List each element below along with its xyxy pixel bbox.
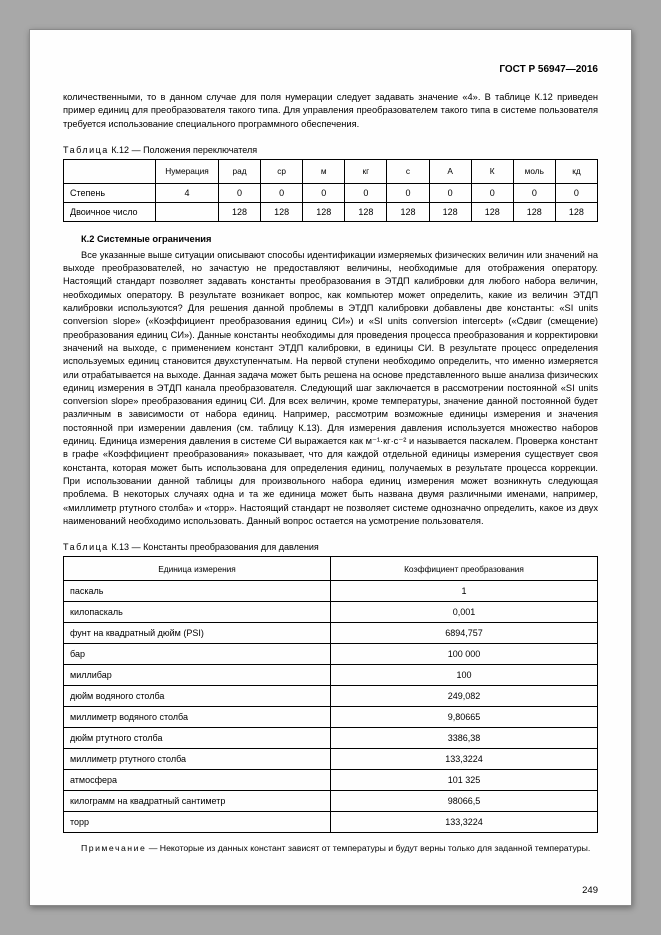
table-k13-unit-cell: миллиметр ртутного столба bbox=[64, 749, 331, 770]
table-k13-caption bbox=[63, 542, 598, 552]
table-k13-coef-cell: 0,001 bbox=[331, 602, 598, 623]
table-k12-caption-text: К.12 — Положения переключателя bbox=[111, 144, 258, 155]
table-k13-header-coef: Коэффициент преобразования bbox=[331, 557, 598, 581]
table-k12-caption-word: Таблица bbox=[63, 144, 109, 155]
table-k12-cell: 128 bbox=[303, 202, 345, 221]
table-row bbox=[64, 770, 598, 791]
table-row bbox=[64, 749, 598, 770]
table-k12-cell: 128 bbox=[429, 202, 471, 221]
table-k12-header-cell: кг bbox=[345, 159, 387, 183]
table-k12-row-label: Двоичное число bbox=[64, 202, 156, 221]
intro-paragraph: количественными, то в данном случае для поля нумерации следует задавать значение «4». В таблице К.12 приведен пример единиц для преобразователя такого типа. Для управления преобразователем такого типа в системе пользователя требуется использование специального программного обеспечения. bbox=[63, 92, 598, 129]
table-row bbox=[64, 623, 598, 644]
table-k13-unit-cell: дюйм водяного столба bbox=[64, 686, 331, 707]
table-k13-caption-text: К.13 — Константы преобразования для давления bbox=[111, 542, 319, 553]
table-k13-unit-cell: фунт на квадратный дюйм (PSI) bbox=[64, 623, 331, 644]
section-k2-heading: К.2 Системные ограничения bbox=[81, 233, 212, 244]
table-k12-header-cell: м bbox=[303, 159, 345, 183]
table-k12-cell: 128 bbox=[513, 202, 555, 221]
table-row bbox=[64, 707, 598, 728]
table-k12-cell: 0 bbox=[303, 183, 345, 202]
table-k13-coef-cell: 6894,757 bbox=[331, 623, 598, 644]
table-row bbox=[64, 202, 598, 221]
table-k13 bbox=[63, 556, 598, 833]
table-k13-unit-cell: атмосфера bbox=[64, 770, 331, 791]
table-k12-header-cell: Нумерация bbox=[156, 159, 219, 183]
table-k13-coef-cell: 249,082 bbox=[331, 686, 598, 707]
note-paragraph bbox=[63, 842, 598, 854]
table-k12-header-cell: ср bbox=[261, 159, 303, 183]
table-k12-cell: 0 bbox=[387, 183, 429, 202]
table-k12-cell: 128 bbox=[471, 202, 513, 221]
table-k12-header-cell bbox=[64, 159, 156, 183]
table-row bbox=[64, 602, 598, 623]
table-k12-body bbox=[64, 183, 598, 221]
table-k13-coef-cell: 98066,5 bbox=[331, 791, 598, 812]
page-number: 249 bbox=[582, 885, 598, 896]
table-k12-cell: 4 bbox=[156, 183, 219, 202]
table-row bbox=[64, 644, 598, 665]
table-row bbox=[64, 728, 598, 749]
table-k13-coef-cell: 9,80665 bbox=[331, 707, 598, 728]
table-k13-unit-cell: миллибар bbox=[64, 665, 331, 686]
table-row bbox=[64, 686, 598, 707]
table-k12-cell: 128 bbox=[555, 202, 597, 221]
table-k13-coef-cell: 101 325 bbox=[331, 770, 598, 791]
table-k13-coef-cell: 3386,38 bbox=[331, 728, 598, 749]
table-k13-coef-cell: 100 000 bbox=[331, 644, 598, 665]
table-k12-header-cell: рад bbox=[219, 159, 261, 183]
table-k12-cell: 0 bbox=[261, 183, 303, 202]
table-k12-cell: 128 bbox=[387, 202, 429, 221]
table-k12-caption bbox=[63, 145, 598, 155]
table-k12-cell: 0 bbox=[471, 183, 513, 202]
table-k12-cell: 0 bbox=[345, 183, 387, 202]
table-k13-coef-cell: 100 bbox=[331, 665, 598, 686]
table-k12-cell: 128 bbox=[219, 202, 261, 221]
table-row bbox=[64, 581, 598, 602]
table-k12-cell: 128 bbox=[261, 202, 303, 221]
section-k2-body: Все указанные выше ситуации описывают способы идентификации измеряемых физических величин или значений на выходе преобразователей, но зачастую не предоставляют величины, необходимые для отображения оператору. Настоящий стандарт позволяет задавать константы преобразования в ЭТДП калибровки для любого набора величин, необходимых оператору. В результате возникает вопрос, как компьютер может определить, какие из величин ЭТДП калибровки используются? Для решения данной проблемы в ЭТДП калибровки добавлены две константы: «SI units conversion slope» («Коэффициент преобразования единиц СИ») и «SI units conversion intercept» («Сдвиг (смещение) преобразования единиц СИ»). Данные константы необходимы для проведения процесса преобразования и корректировки значений на выходе, с применением констант ЭТДП калибровки, в единицы СИ. В результате процесс определения используемых единиц становится двухступенчатым. На первой ступени необходимо определить, что именно измеряется или отрабатывается на выходе. Данная задача может быть решена на основе представленного выше анализа физических единиц измерения в ЭТДП канала преобразователя. Следующий шаг заключается в рассмотрении постоянной «SI units conversion slope» преобразования единиц СИ. Для всех величин, кроме температуры, значение данной постоянной будет различным в зависимости от набора единиц. Например, рассмотрим возможные единицы измерения и значения постоянной при измерении давления (см. таблицу К.13). Для измерения давления используется множество наборов единиц. Единица измерения давления в системе СИ выражается как м⁻¹·кг·с⁻² и называется паскалем. Проверка констант в графе «Коэффициент преобразования» показывает, что для каждой отдельной единицы измерения существует своя константа, которая может быть использована для определения единиц, получаемых в результате процесса коррекции. При использовании данной таблицы для произвольного набора единиц измерения может возникнуть следующая проблема. В некоторых случаях одна и та же единица может быть названа двумя различными именами, например, «миллиметр ртутного столба» и «торр». Настоящий стандарт не позволяет системе однозначно определить, какое из двух наименований необходимо использовать. Данный вопрос остается на усмотрение пользователя. bbox=[63, 249, 598, 526]
note-text: — Некоторые из данных констант зависят от температуры и будут верны только для заданной температуры. bbox=[146, 843, 591, 854]
document-page bbox=[29, 29, 632, 906]
table-k12-cell: 0 bbox=[429, 183, 471, 202]
table-k13-unit-cell: килограмм на квадратный сантиметр bbox=[64, 791, 331, 812]
table-row bbox=[64, 665, 598, 686]
table-row bbox=[64, 812, 598, 833]
table-k12-cell: 0 bbox=[513, 183, 555, 202]
table-k13-unit-cell: килопаскаль bbox=[64, 602, 331, 623]
table-k12-header-cell: кд bbox=[555, 159, 597, 183]
table-k12-cell: 0 bbox=[555, 183, 597, 202]
table-k13-coef-cell: 133,3224 bbox=[331, 812, 598, 833]
table-k12 bbox=[63, 159, 598, 222]
table-k12-header-row bbox=[64, 159, 598, 183]
table-k13-unit-cell: паскаль bbox=[64, 581, 331, 602]
table-k12-cell: 0 bbox=[219, 183, 261, 202]
table-k13-unit-cell: дюйм ртутного столба bbox=[64, 728, 331, 749]
table-k12-header-cell: моль bbox=[513, 159, 555, 183]
table-k12-row-label: Степень bbox=[64, 183, 156, 202]
table-k13-header-row bbox=[64, 557, 598, 581]
table-k12-cell: 128 bbox=[345, 202, 387, 221]
table-k13-body bbox=[64, 581, 598, 833]
table-k13-unit-cell: бар bbox=[64, 644, 331, 665]
note-label: Примечание bbox=[81, 843, 147, 854]
doc-header-title: ГОСТ Р 56947—2016 bbox=[499, 64, 598, 75]
table-k13-unit-cell: миллиметр водяного столба bbox=[64, 707, 331, 728]
table-k13-caption-word: Таблица bbox=[63, 542, 109, 553]
table-k12-header-cell: К bbox=[471, 159, 513, 183]
table-k13-unit-cell: торр bbox=[64, 812, 331, 833]
table-k12-cell bbox=[156, 202, 219, 221]
table-k13-coef-cell: 1 bbox=[331, 581, 598, 602]
table-k13-coef-cell: 133,3224 bbox=[331, 749, 598, 770]
table-k12-header-cell: А bbox=[429, 159, 471, 183]
table-k13-header-unit: Единица измерения bbox=[64, 557, 331, 581]
table-row bbox=[64, 183, 598, 202]
table-row bbox=[64, 791, 598, 812]
table-k12-header-cell: с bbox=[387, 159, 429, 183]
